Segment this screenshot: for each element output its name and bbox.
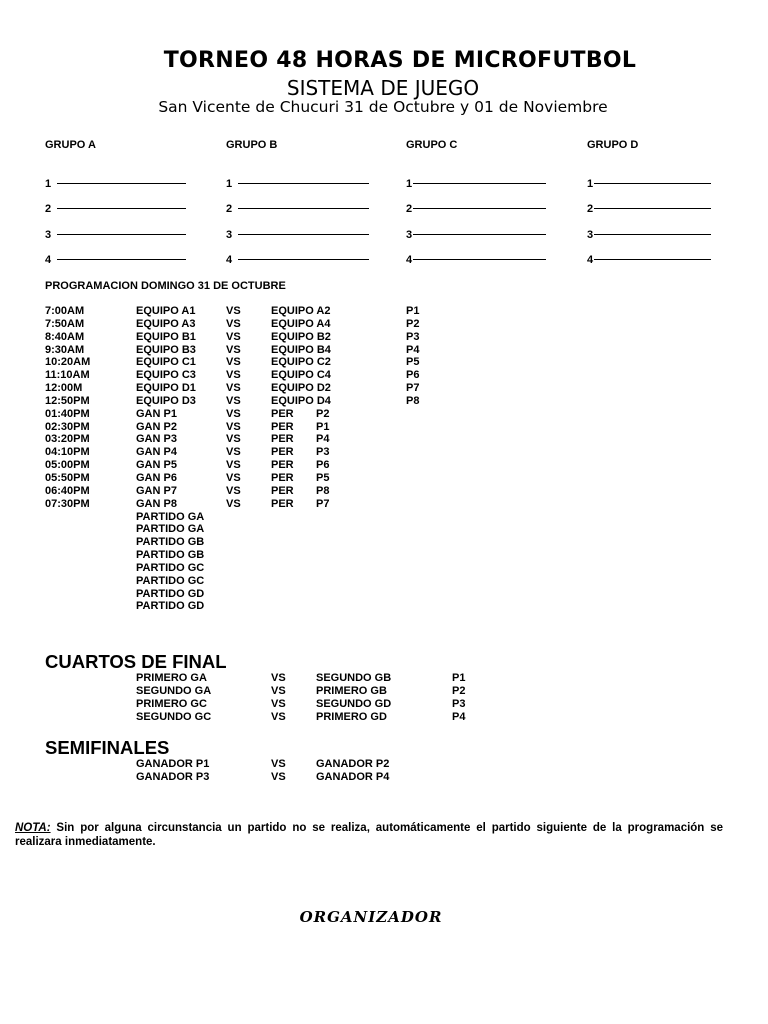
- match-code: P5: [406, 356, 420, 369]
- match-code: P2: [452, 684, 466, 697]
- blank-line: [238, 198, 369, 209]
- team-a: EQUIPO D1: [136, 382, 196, 395]
- group-a: [45, 138, 186, 266]
- match-code: P6: [406, 369, 420, 382]
- match-time: 12:50PM: [45, 394, 90, 407]
- loser-label: PER: [271, 420, 294, 433]
- versus: VS: [271, 758, 286, 770]
- versus: VS: [226, 317, 241, 330]
- quarterfinals-title: CUARTOS DE FINAL: [45, 651, 227, 672]
- match-time: 8:40AM: [45, 330, 85, 343]
- team-b: EQUIPO B2: [271, 330, 331, 343]
- slot-number: 2: [587, 203, 594, 215]
- slot-number: 3: [587, 228, 594, 241]
- slot-number: 2: [45, 203, 52, 215]
- team-a: SEGUNDO GA: [136, 684, 212, 697]
- slot-number: 4: [226, 254, 233, 266]
- match-time: 05:00PM: [45, 459, 90, 472]
- group-c: [406, 138, 546, 266]
- loser-of: P2: [316, 407, 330, 420]
- slot-number: 3: [45, 228, 52, 241]
- match-code: P2: [406, 317, 420, 330]
- versus: VS: [226, 394, 241, 407]
- note-label: NOTA:: [15, 822, 51, 834]
- team-b: EQUIPO C4: [271, 369, 331, 382]
- versus: VS: [226, 433, 241, 446]
- loser-of: P3: [316, 446, 330, 459]
- group-name: GRUPO B: [226, 139, 278, 151]
- team-b: EQUIPO A4: [271, 317, 331, 330]
- match-code: P4: [406, 343, 420, 356]
- group-name: GRUPO A: [45, 139, 96, 151]
- match-time: 7:50AM: [45, 317, 85, 330]
- blank-line: [238, 173, 369, 184]
- group-d: [587, 138, 711, 266]
- match-code: P1: [452, 672, 466, 684]
- versus: VS: [226, 420, 241, 433]
- blank-line: [413, 249, 546, 260]
- team-b: SEGUNDO GD: [316, 697, 392, 710]
- loser-label: PER: [271, 407, 294, 420]
- semifinals-title: SEMIFINALES: [45, 737, 170, 758]
- team-b: EQUIPO A2: [271, 305, 331, 317]
- winner-of: GAN P5: [136, 459, 177, 472]
- blank-line: [57, 249, 186, 260]
- team-a: PRIMERO GC: [136, 697, 207, 710]
- group-final-match: PARTIDO GC: [136, 561, 205, 574]
- slot-number: 3: [226, 228, 233, 241]
- match-time: 04:10PM: [45, 446, 90, 459]
- blank-line: [594, 173, 711, 184]
- match-code: P3: [452, 697, 466, 710]
- versus: VS: [226, 382, 241, 395]
- versus: VS: [226, 356, 241, 369]
- team-b: PRIMERO GD: [316, 710, 387, 723]
- winner-of: GAN P7: [136, 484, 177, 497]
- loser-of: P7: [316, 497, 330, 510]
- blank-line: [594, 224, 711, 235]
- versus: VS: [226, 330, 241, 343]
- versus: VS: [226, 369, 241, 382]
- match-time: 12:00M: [45, 382, 83, 395]
- document-place-date: San Vicente de Chucuri 31 de Octubre y 01 de Noviembre: [158, 98, 608, 116]
- winner-of: GAN P3: [136, 433, 177, 446]
- group-final-match: PARTIDO GD: [136, 600, 205, 613]
- match-time: 03:20PM: [45, 433, 90, 446]
- team-a: EQUIPO C1: [136, 356, 196, 369]
- team-a: EQUIPO A3: [136, 317, 196, 330]
- match-code: P4: [452, 710, 466, 723]
- team-b: EQUIPO D2: [271, 382, 331, 395]
- team-b: EQUIPO B4: [271, 343, 331, 356]
- versus: VS: [226, 497, 241, 510]
- slot-number: 1: [406, 177, 413, 190]
- group-b: [226, 138, 369, 266]
- loser-of: P5: [316, 471, 330, 484]
- loser-label: PER: [271, 484, 294, 497]
- group-name: GRUPO D: [587, 139, 639, 151]
- team-b: EQUIPO C2: [271, 356, 331, 369]
- slot-number: 1: [226, 177, 233, 190]
- group-final-match: PARTIDO GB: [136, 549, 205, 562]
- team-b: EQUIPO D4: [271, 394, 331, 407]
- winner-of: GAN P2: [136, 420, 177, 433]
- versus: VS: [226, 459, 241, 472]
- blank-line: [238, 249, 369, 260]
- match-code: P1: [406, 305, 420, 317]
- winner-of: GAN P6: [136, 471, 177, 484]
- team-a: PRIMERO GA: [136, 672, 207, 684]
- match-time: 07:30PM: [45, 497, 90, 510]
- loser-label: PER: [271, 446, 294, 459]
- group-final-match: PARTIDO GA: [136, 510, 205, 523]
- match-time: 05:50PM: [45, 471, 90, 484]
- blank-line: [238, 224, 369, 235]
- blank-line: [57, 173, 186, 184]
- team-a: EQUIPO D3: [136, 394, 196, 407]
- organizer-signature: ORGANIZADOR: [299, 908, 443, 926]
- match-time: 02:30PM: [45, 420, 90, 433]
- versus: VS: [271, 684, 286, 697]
- slot-number: 4: [587, 254, 594, 266]
- team-a: EQUIPO C3: [136, 369, 196, 382]
- group-name: GRUPO C: [406, 139, 458, 151]
- group-final-match: PARTIDO GA: [136, 523, 205, 536]
- slot-number: 4: [45, 254, 52, 266]
- versus: VS: [271, 770, 286, 783]
- team-a: GANADOR P1: [136, 758, 210, 770]
- match-code: P8: [406, 394, 420, 407]
- slot-number: 1: [45, 177, 52, 190]
- team-a: GANADOR P3: [136, 770, 210, 783]
- loser-label: PER: [271, 497, 294, 510]
- match-time: 11:10AM: [45, 369, 90, 382]
- team-a: EQUIPO A1: [136, 305, 196, 317]
- match-time: 01:40PM: [45, 407, 90, 420]
- versus: VS: [271, 697, 286, 710]
- document-title: TORNEO 48 HORAS DE MICROFUTBOL: [163, 48, 637, 73]
- team-b: PRIMERO GB: [316, 684, 387, 697]
- team-b: GANADOR P4: [316, 770, 390, 783]
- winner-of: GAN P1: [136, 407, 177, 420]
- note-text: Sin por alguna circunstancia un partido no se realiza, automáticamente el partido siguiente de la programación se realizara inmediatamente.: [15, 822, 723, 848]
- loser-of: P6: [316, 459, 330, 472]
- team-a: EQUIPO B3: [136, 343, 196, 356]
- loser-label: PER: [271, 471, 294, 484]
- blank-line: [413, 198, 546, 209]
- team-b: GANADOR P2: [316, 758, 390, 770]
- winner-of: GAN P8: [136, 497, 177, 510]
- group-final-match: PARTIDO GD: [136, 587, 205, 600]
- winner-of: GAN P4: [136, 446, 177, 459]
- versus: VS: [226, 343, 241, 356]
- match-code: P7: [406, 382, 420, 395]
- loser-of: P1: [316, 420, 330, 433]
- blank-line: [594, 198, 711, 209]
- versus: VS: [226, 471, 241, 484]
- team-a: SEGUNDO GC: [136, 710, 212, 723]
- loser-of: P4: [316, 433, 330, 446]
- versus: VS: [226, 407, 241, 420]
- versus: VS: [226, 446, 241, 459]
- slot-number: 4: [406, 254, 413, 266]
- team-b: SEGUNDO GB: [316, 672, 392, 684]
- versus: VS: [271, 710, 286, 723]
- match-code: P3: [406, 330, 420, 343]
- loser-label: PER: [271, 433, 294, 446]
- loser-label: PER: [271, 459, 294, 472]
- slot-number: 3: [406, 228, 413, 241]
- blank-line: [413, 173, 546, 184]
- slot-number: 2: [406, 203, 413, 215]
- schedule-title: PROGRAMACION DOMINGO 31 DE OCTUBRE: [45, 280, 286, 292]
- loser-of: P8: [316, 484, 330, 497]
- team-a: EQUIPO B1: [136, 330, 196, 343]
- versus: VS: [226, 484, 241, 497]
- note-paragraph: [15, 822, 723, 849]
- group-final-match: PARTIDO GC: [136, 574, 205, 587]
- group-final-match: PARTIDO GB: [136, 536, 205, 549]
- slot-number: 1: [587, 177, 594, 190]
- match-time: 10:20AM: [45, 356, 91, 369]
- blank-line: [57, 224, 186, 235]
- blank-line: [594, 249, 711, 260]
- match-time: 7:00AM: [45, 305, 85, 317]
- blank-line: [413, 224, 546, 235]
- document-subtitle: SISTEMA DE JUEGO: [286, 76, 480, 100]
- match-time: 06:40PM: [45, 484, 90, 497]
- blank-line: [57, 198, 186, 209]
- slot-number: 2: [226, 203, 233, 215]
- versus: VS: [271, 672, 286, 684]
- match-time: 9:30AM: [45, 343, 85, 356]
- versus: VS: [226, 305, 241, 317]
